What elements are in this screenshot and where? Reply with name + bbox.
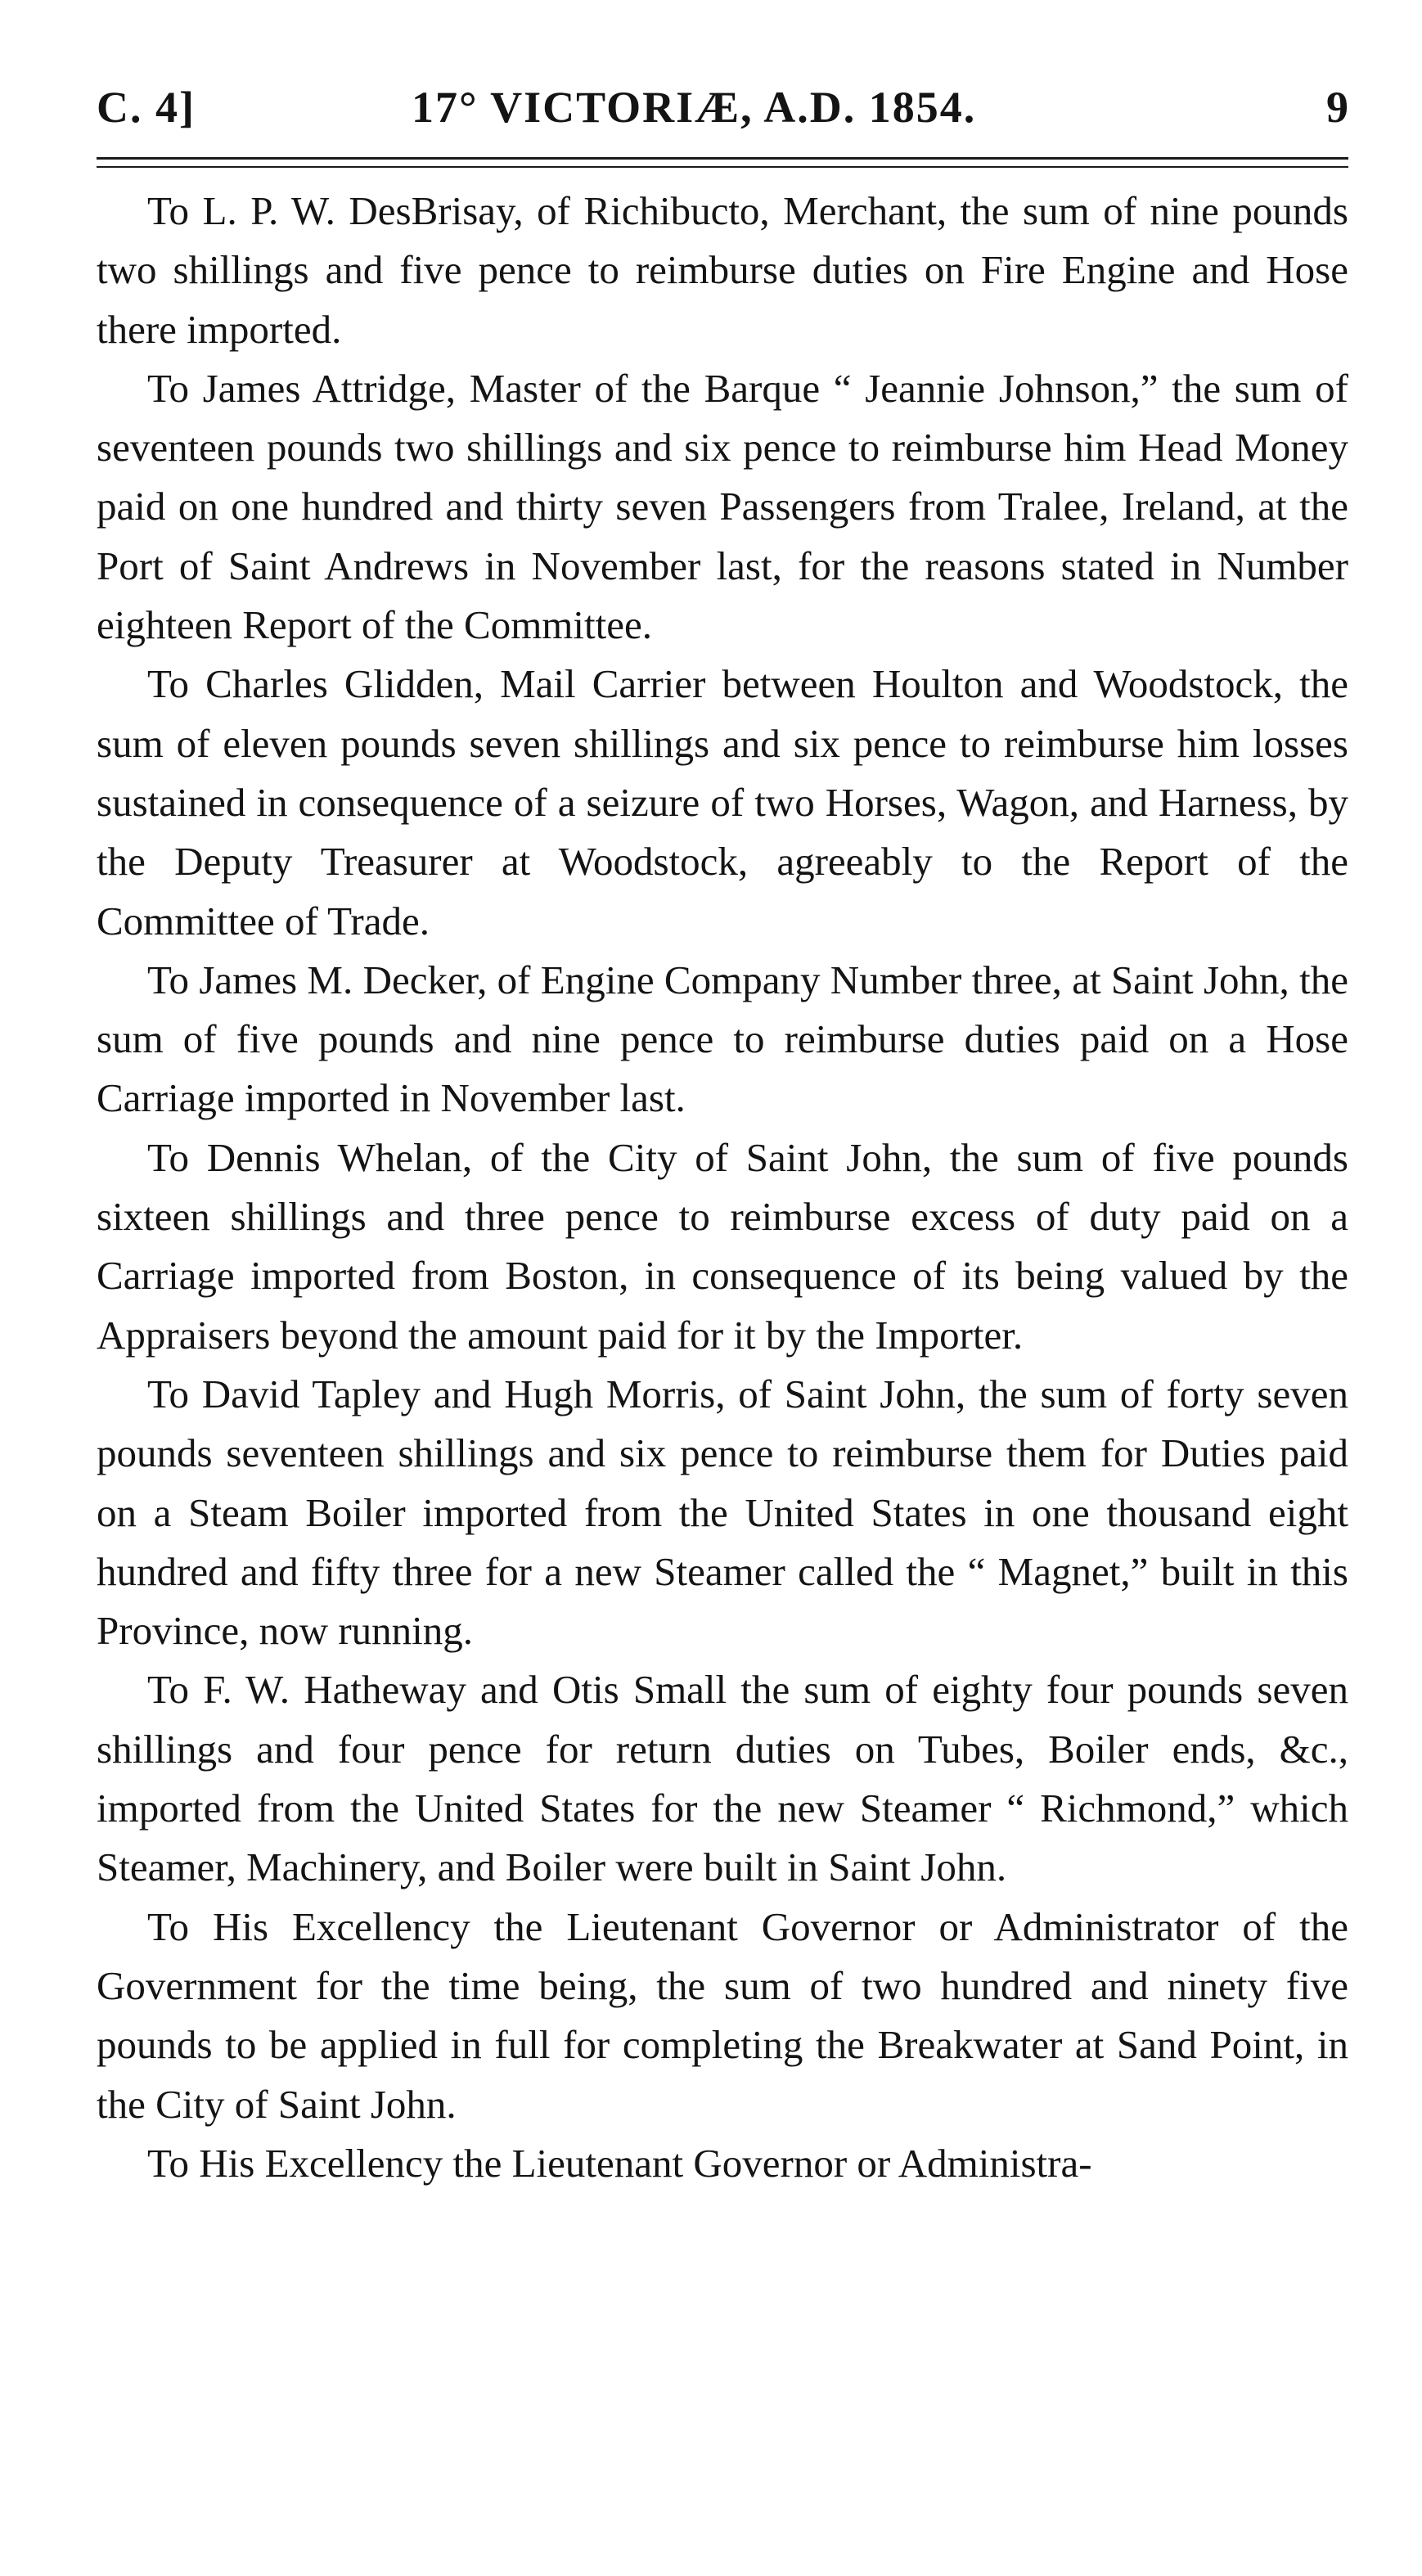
page-number: 9: [1326, 83, 1348, 132]
entry-lieutenant-governor-continued: To His Excellency the Lieutenant Governor or Administra-: [147, 2140, 1092, 2186]
page-title: 17° VICTORIÆ, A.D. 1854.: [412, 83, 977, 132]
entry-hatheway-small: To F. W. Hatheway and Otis Small the sum of eighty four pounds seven shillings and four pence for return duties on Tubes, Boiler ends, &c., imported from the United States for the new Steamer “ Richmond,” which Steamer, Machinery, and Boiler were built in Saint John.: [97, 1667, 1348, 1890]
entry-desbrisay: To L. P. W. DesBrisay, of Richibucto, Merchant, the sum of nine pounds two shillings and five pence to reimburse duties on Fire Engine and Hose there imported.: [97, 188, 1348, 352]
entry-glidden: To Charles Glidden, Mail Carrier between Houlton and Woodstock, the sum of eleven pounds seven shillings and six pence to reimburse him losses sustained in consequence of a seizure of two Horses, Wagon, and Harness, by the Deputy Treasurer at Woodstock, agreeably to the Report of the Committee of Trade.: [97, 661, 1348, 943]
chapter-reference: C. 4]: [97, 83, 196, 132]
appropriation-entries: [97, 182, 1348, 2193]
header-rule-top: [97, 157, 1348, 160]
entry-breakwater: To His Excellency the Lieutenant Governor or Administrator of the Government for the time being, the sum of two hundred and ninety five pounds to be applied in full for completing the Breakwater at Sand Point, in the City of Saint John.: [97, 1903, 1348, 2127]
entry-tapley-morris: To David Tapley and Hugh Morris, of Saint John, the sum of forty seven pounds seventeen shillings and six pence to reimburse them for Duties paid on a Steam Boiler imported from the United States in one thousand eight hundred and fifty three for a new Steamer called the “ Magnet,” built in this Province, now running.: [97, 1371, 1348, 1654]
entry-decker: To James M. Decker, of Engine Company Number three, at Saint John, the sum of five pounds and nine pence to reimburse duties paid on a Hose Carriage imported in November last.: [97, 957, 1348, 1121]
entry-attridge: To James Attridge, Master of the Barque “ Jeannie Johnson,” the sum of seventeen pounds two shillings and six pence to reimburse him Head Money paid on one hundred and thirty seven Passengers from Tralee, Ireland, at the Port of Saint Andrews in November last, for the reasons stated in Number eighteen Report of the Committee.: [97, 365, 1348, 648]
running-head: [97, 82, 1348, 139]
entry-whelan: To Dennis Whelan, of the City of Saint John, the sum of five pounds sixteen shillings and three pence to reimburse excess of duty paid on a Carriage imported from Boston, in consequence of its being valued by the Appraisers beyond the amount paid for it by the Importer.: [97, 1134, 1348, 1358]
header-rule-bottom: [97, 166, 1348, 168]
